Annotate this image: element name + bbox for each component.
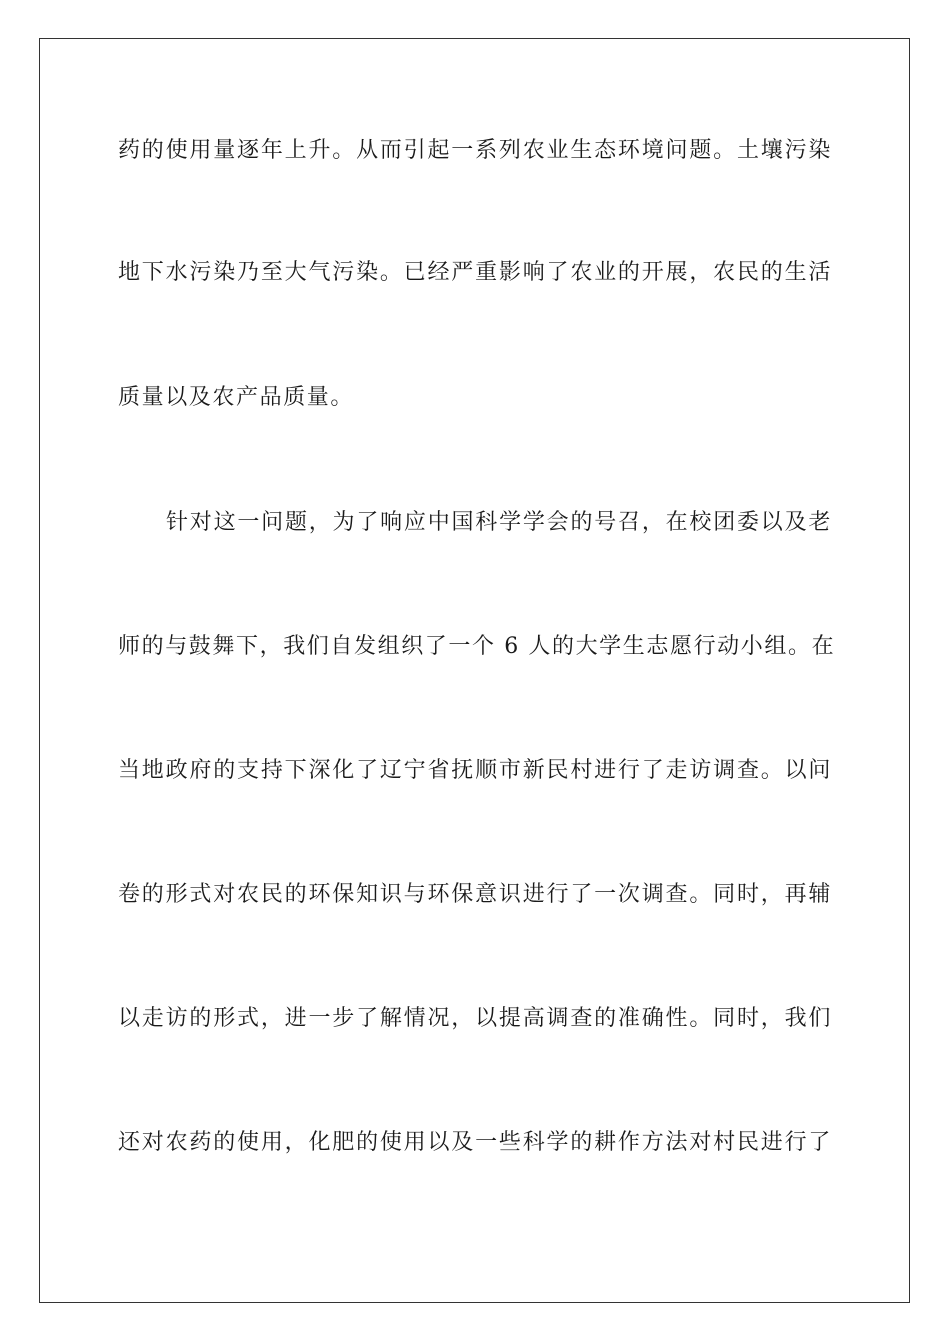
text-line-6: 当地政府的支持下深化了辽宁省抚顺市新民村进行了走访调查。以问: [118, 758, 832, 783]
text-line-2: 地下水污染乃至大气污染。已经严重影响了农业的开展，农民的生活: [118, 260, 832, 285]
text-line-3: 质量以及农产品质量。: [118, 385, 355, 410]
text-line-5: 师的与鼓舞下，我们自发组织了一个 6 人的大学生志愿行动小组。在: [118, 634, 836, 659]
text-line-9: 还对农药的使用，化肥的使用以及一些科学的耕作方法对村民进行了: [118, 1130, 832, 1155]
text-line-8: 以走访的形式，进一步了解情况，以提高调查的准确性。同时，我们: [118, 1006, 832, 1031]
text-line-1: 药的使用量逐年上升。从而引起一系列农业生态环境问题。土壤污染: [118, 138, 832, 163]
text-line-7: 卷的形式对农民的环保知识与环保意识进行了一次调查。同时，再辅: [118, 882, 832, 907]
page-frame: [39, 38, 910, 1303]
text-line-4: 针对这一问题，为了响应中国科学学会的号召，在校团委以及老: [166, 510, 832, 535]
